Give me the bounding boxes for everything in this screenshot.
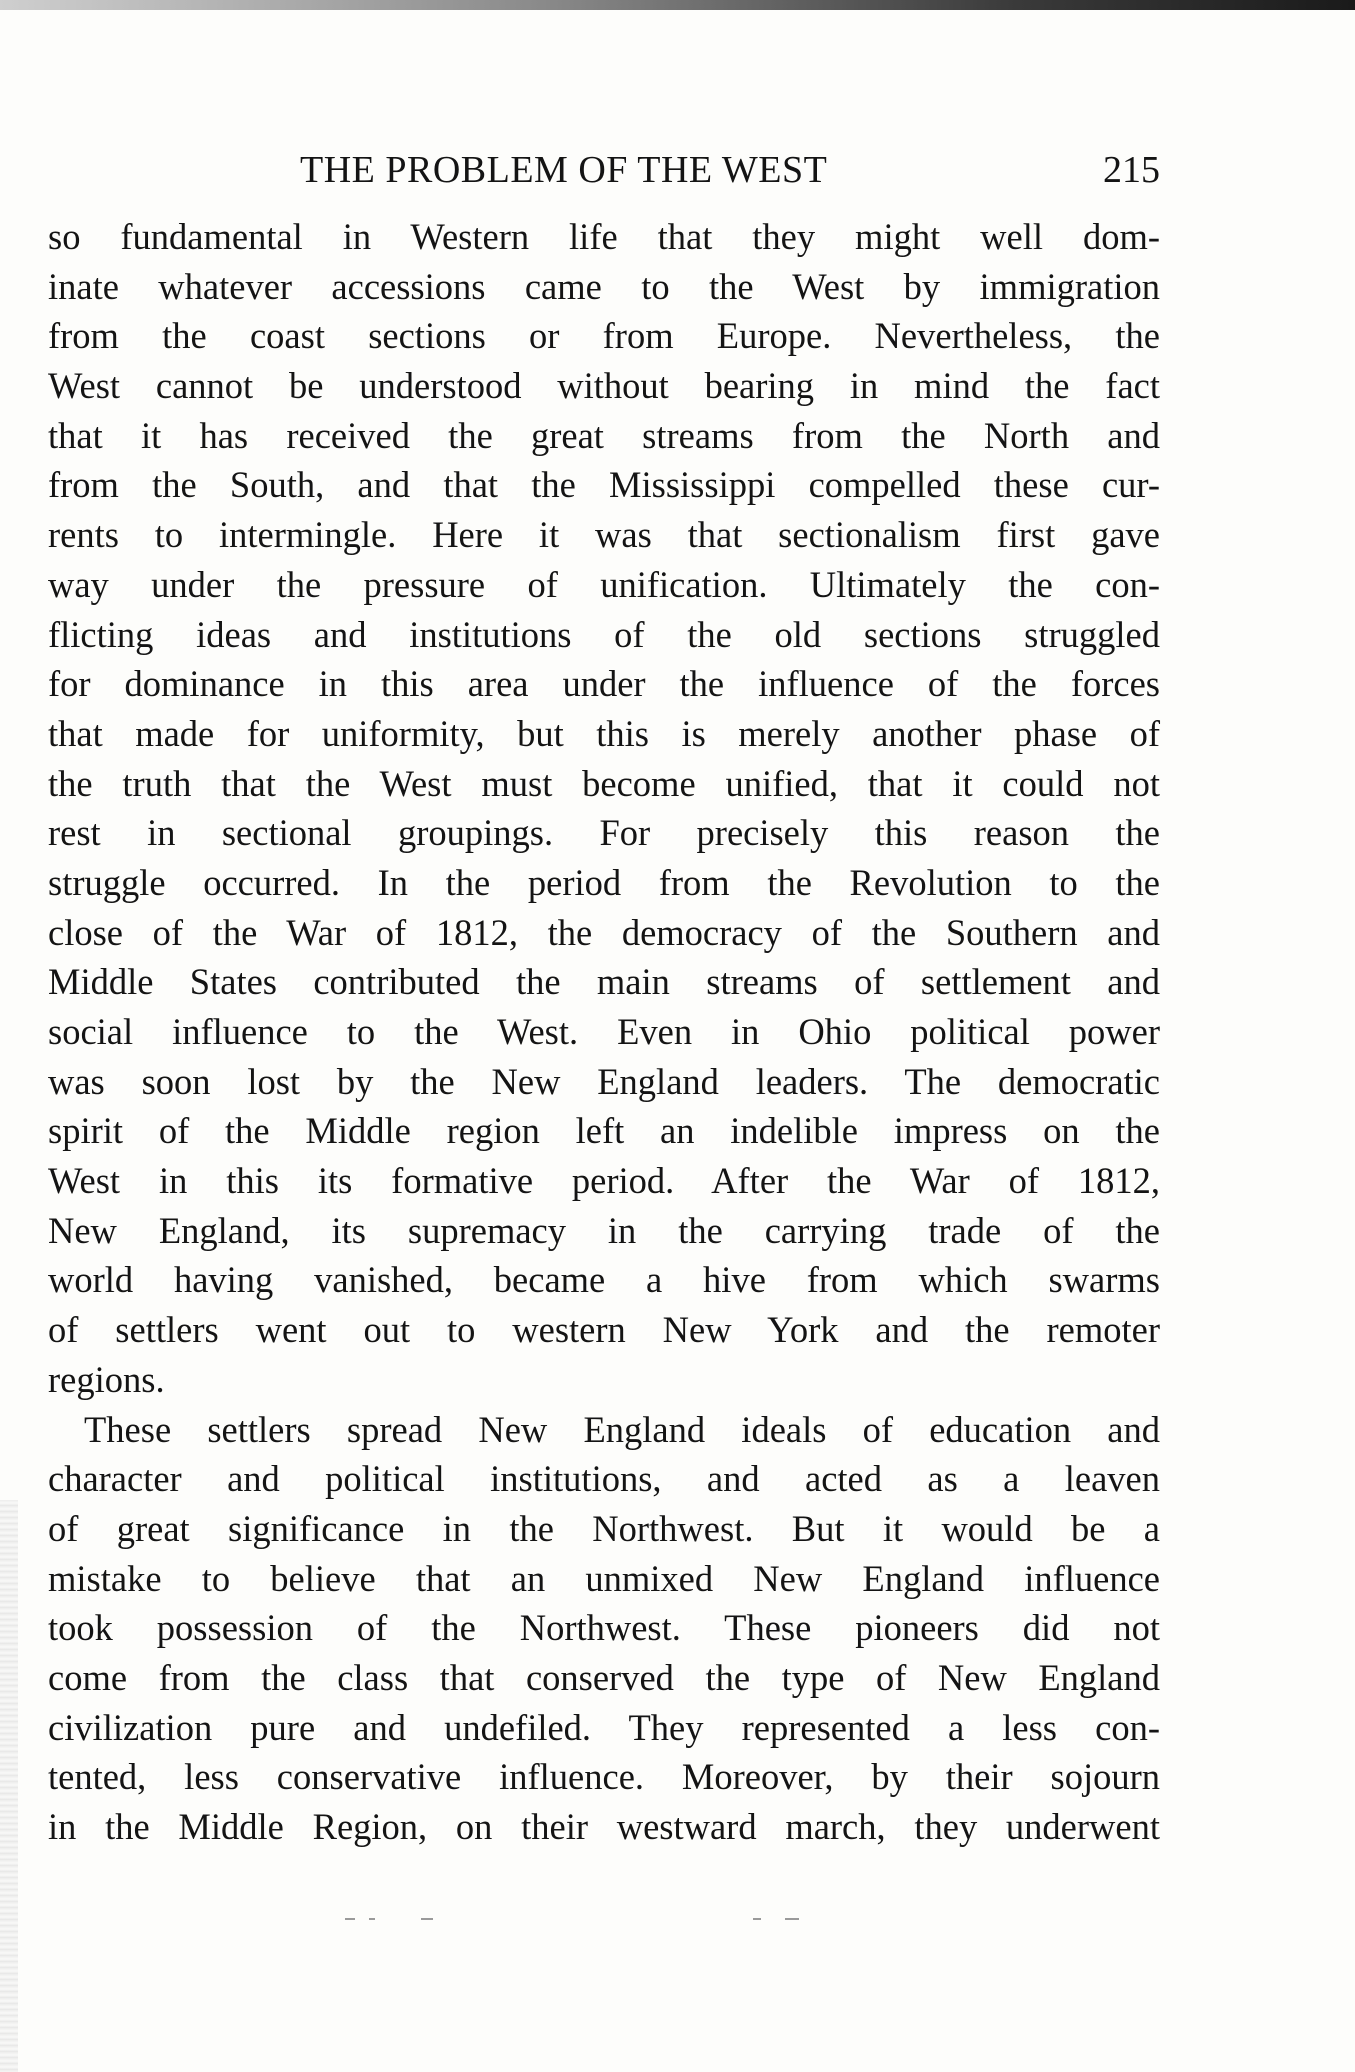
text-line: mistake to believe that an unmixed New England influence [48,1557,1160,1599]
text-line: spirit of the Middle region left an indelible impress on the [48,1110,1160,1152]
scan-edge-left [0,1500,18,2072]
text-line: social influence to the West. Even in Ohio political power [48,1011,1160,1052]
scan-speck [345,1918,355,1920]
text-line: civilization pure and undefiled. They represented a less con- [48,1706,1160,1748]
paragraph-1 [48,212,1160,1405]
text-line: world having vanished, became a hive from which swarms [48,1259,1160,1301]
text-line: tented, less conservative influence. Moreover, by their sojourn [48,1756,1160,1798]
paragraph-2 [48,1405,1160,1852]
text-line: took possession of the Northwest. These pioneers did not [48,1607,1160,1649]
text-line: inate whatever accessions came to the West by immigration [48,265,1160,307]
text-line: New England, its supremacy in the carrying trade of the [48,1209,1160,1251]
page-number: 215 [1103,149,1160,191]
text-line: from the South, and that the Mississippi compelled these cur- [48,464,1160,506]
text-line: rest in sectional groupings. For precisely this reason the [48,812,1160,854]
text-line: was soon lost by the New England leaders. The democratic [48,1060,1160,1102]
text-line: so fundamental in Western life that they might well dom- [48,216,1160,257]
text-line: struggle occurred. In the period from the Revolution to the [48,861,1160,903]
text-line: Middle States contributed the main streams of settlement and [48,961,1160,1003]
scan-speck [753,1918,761,1920]
running-title: THE PROBLEM OF THE WEST [300,149,828,191]
text-line: in the Middle Region, on their westward march, they underwent [48,1806,1160,1847]
body-text [48,212,1160,1852]
text-line: West in this its formative period. After the War of 1812, [48,1160,1160,1202]
text-line: of great significance in the Northwest. But it would be a [48,1507,1160,1549]
scan-specks [345,1918,825,1924]
text-line: These settlers spread New England ideals of education and [84,1408,1160,1450]
text-line: way under the pressure of unification. Ultimately the con- [48,563,1160,605]
scan-edge-top [0,0,1355,10]
text-line: character and political institutions, and acted as a leaven [48,1458,1160,1500]
scan-speck [369,1918,375,1920]
text-line: come from the class that conserved the type of New England [48,1656,1160,1698]
text-line: the truth that the West must become unified, that it could not [48,762,1160,804]
text-line: that it has received the great streams from the North and [48,414,1160,456]
text-line: close of the War of 1812, the democracy of the Southern and [48,911,1160,953]
text-line: of settlers went out to western New York and the remoter [48,1309,1160,1351]
text-line: rents to intermingle. Here it was that sectionalism first gave [48,514,1160,556]
text-line: flicting ideas and institutions of the old sections struggled [48,613,1160,655]
text-line: for dominance in this area under the influence of the forces [48,663,1160,705]
scan-speck [421,1918,433,1920]
page-header [48,148,1160,208]
text-line: regions. [48,1358,165,1400]
scan-speck [785,1918,799,1920]
text-line: West cannot be understood without bearing in mind the fact [48,365,1160,407]
text-line: that made for uniformity, but this is merely another phase of [48,712,1160,754]
text-line: from the coast sections or from Europe. Nevertheless, the [48,315,1160,357]
